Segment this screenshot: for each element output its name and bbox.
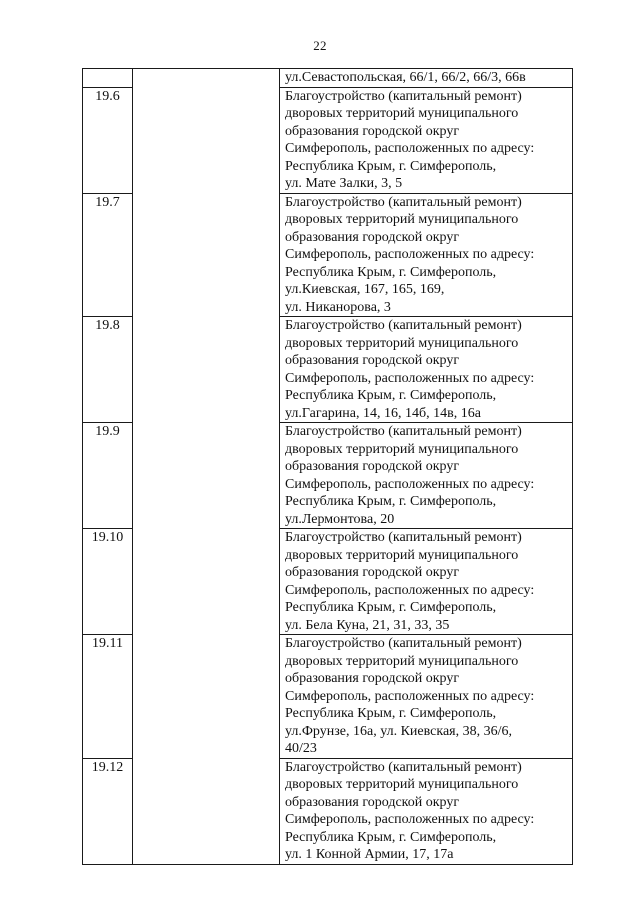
description-line: Симферополь, расположенных по адресу:	[285, 582, 535, 598]
table-row	[83, 758, 573, 864]
description-line: дворовых территорий муниципального	[285, 212, 519, 227]
description-line: Благоустройство (капитальный ремонт)	[285, 636, 522, 651]
description-line: Благоустройство (капитальный ремонт)	[285, 194, 522, 210]
description-cell	[280, 758, 573, 864]
description-line: образования городской округ	[285, 353, 460, 368]
empty-column-cell	[133, 635, 280, 759]
description-line: Республика Крым, г. Симферополь,	[285, 388, 497, 403]
description-line: образования городской округ	[285, 229, 460, 245]
description-line: Благоустройство (капитальный ремонт)	[285, 530, 522, 545]
item-number: 19.7	[95, 194, 120, 210]
description-line: ул. Никанорова, 3	[285, 299, 391, 315]
table-row	[83, 317, 573, 423]
table-row	[83, 87, 573, 193]
empty-column-cell	[133, 529, 280, 635]
description-line: образования городской округ	[285, 565, 460, 580]
description-line: Благоустройство (капитальный ремонт)	[285, 424, 522, 439]
description-line: образования городской округ	[285, 459, 460, 474]
item-number: 19.11	[92, 636, 123, 651]
table-row	[83, 423, 573, 529]
description-cell	[280, 529, 573, 635]
description-line: Симферополь, расположенных по адресу:	[285, 370, 535, 386]
description-line: Республика Крым, г. Симферополь,	[285, 158, 497, 174]
description-line: ул. Мате Залки, 3, 5	[285, 176, 403, 191]
description-line: дворовых территорий муниципального	[285, 441, 519, 457]
empty-column-cell	[133, 193, 280, 317]
description-line: Симферополь, расположенных по адресу:	[285, 247, 535, 262]
description-line: 40/23	[285, 741, 317, 756]
item-number-cell	[83, 758, 133, 864]
description-line: Благоустройство (капитальный ремонт)	[285, 759, 522, 775]
description-cell	[280, 423, 573, 529]
description-line: Республика Крым, г. Симферополь,	[285, 600, 497, 615]
description-line: Симферополь, расположенных по адресу:	[285, 812, 535, 827]
description-cell	[280, 87, 573, 193]
item-number-cell	[83, 635, 133, 759]
description-line: образования городской округ	[285, 794, 460, 810]
description-cell	[280, 317, 573, 423]
item-number: 19.9	[95, 424, 120, 439]
empty-column-cell	[133, 758, 280, 864]
item-number: 19.10	[91, 530, 124, 545]
item-number-cell	[83, 423, 133, 529]
item-number-cell	[83, 317, 133, 423]
description-line: Благоустройство (капитальный ремонт)	[285, 318, 522, 333]
description-line: Республика Крым, г. Симферополь,	[285, 264, 497, 280]
description-line: ул.Гагарина, 14, 16, 14б, 14в, 16а	[285, 405, 481, 421]
table-row	[83, 193, 573, 317]
table-row	[83, 635, 573, 759]
description-line: ул.Фрунзе, 16а, ул. Киевская, 38, 36/6,	[285, 723, 512, 739]
description-cell	[280, 193, 573, 317]
empty-column-cell	[133, 317, 280, 423]
description-cell	[280, 69, 573, 88]
description-line: ул. 1 Конной Армии, 17, 17а	[285, 847, 454, 862]
description-line: дворовых территорий муниципального	[285, 547, 519, 563]
empty-column-cell	[133, 69, 280, 88]
description-line: Симферополь, расположенных по адресу:	[285, 688, 535, 704]
item-number: 19.12	[91, 759, 124, 775]
item-number-cell	[83, 529, 133, 635]
description-line: Благоустройство (капитальный ремонт)	[285, 88, 522, 104]
description-line: Республика Крым, г. Симферополь,	[285, 829, 497, 845]
item-number: 19.8	[95, 318, 120, 333]
description-cell	[280, 635, 573, 759]
item-number-cell	[83, 87, 133, 193]
description-line: ул.Лермонтова, 20	[285, 511, 395, 527]
description-line: Симферополь, расположенных по адресу:	[285, 476, 535, 492]
description-line: дворовых территорий муниципального	[285, 335, 519, 351]
item-number-cell	[83, 69, 133, 88]
description-line: образования городской округ	[285, 671, 460, 686]
table-row	[83, 529, 573, 635]
works-table-body	[83, 69, 573, 865]
item-number: 19.6	[95, 88, 120, 104]
works-table	[82, 68, 573, 865]
description-line: ул.Киевская, 167, 165, 169,	[285, 282, 445, 297]
description-line: ул. Бела Куна, 21, 31, 33, 35	[285, 617, 450, 633]
description-line: Республика Крым, г. Симферополь,	[285, 706, 497, 721]
description-line: ул.Севастопольская, 66/1, 66/2, 66/3, 66в	[285, 70, 526, 85]
description-line: Республика Крым, г. Симферополь,	[285, 494, 497, 509]
description-line: дворовых территорий муниципального	[285, 653, 519, 669]
empty-column-cell	[133, 423, 280, 529]
description-line: дворовых территорий муниципального	[285, 106, 519, 121]
item-number-cell	[83, 193, 133, 317]
description-line: образования городской округ	[285, 123, 460, 139]
description-line: Симферополь, расположенных по адресу:	[285, 141, 535, 156]
empty-column-cell	[133, 87, 280, 193]
page-number: 22	[313, 38, 327, 53]
table-row-continuation	[83, 69, 573, 88]
description-line: дворовых территорий муниципального	[285, 777, 519, 792]
